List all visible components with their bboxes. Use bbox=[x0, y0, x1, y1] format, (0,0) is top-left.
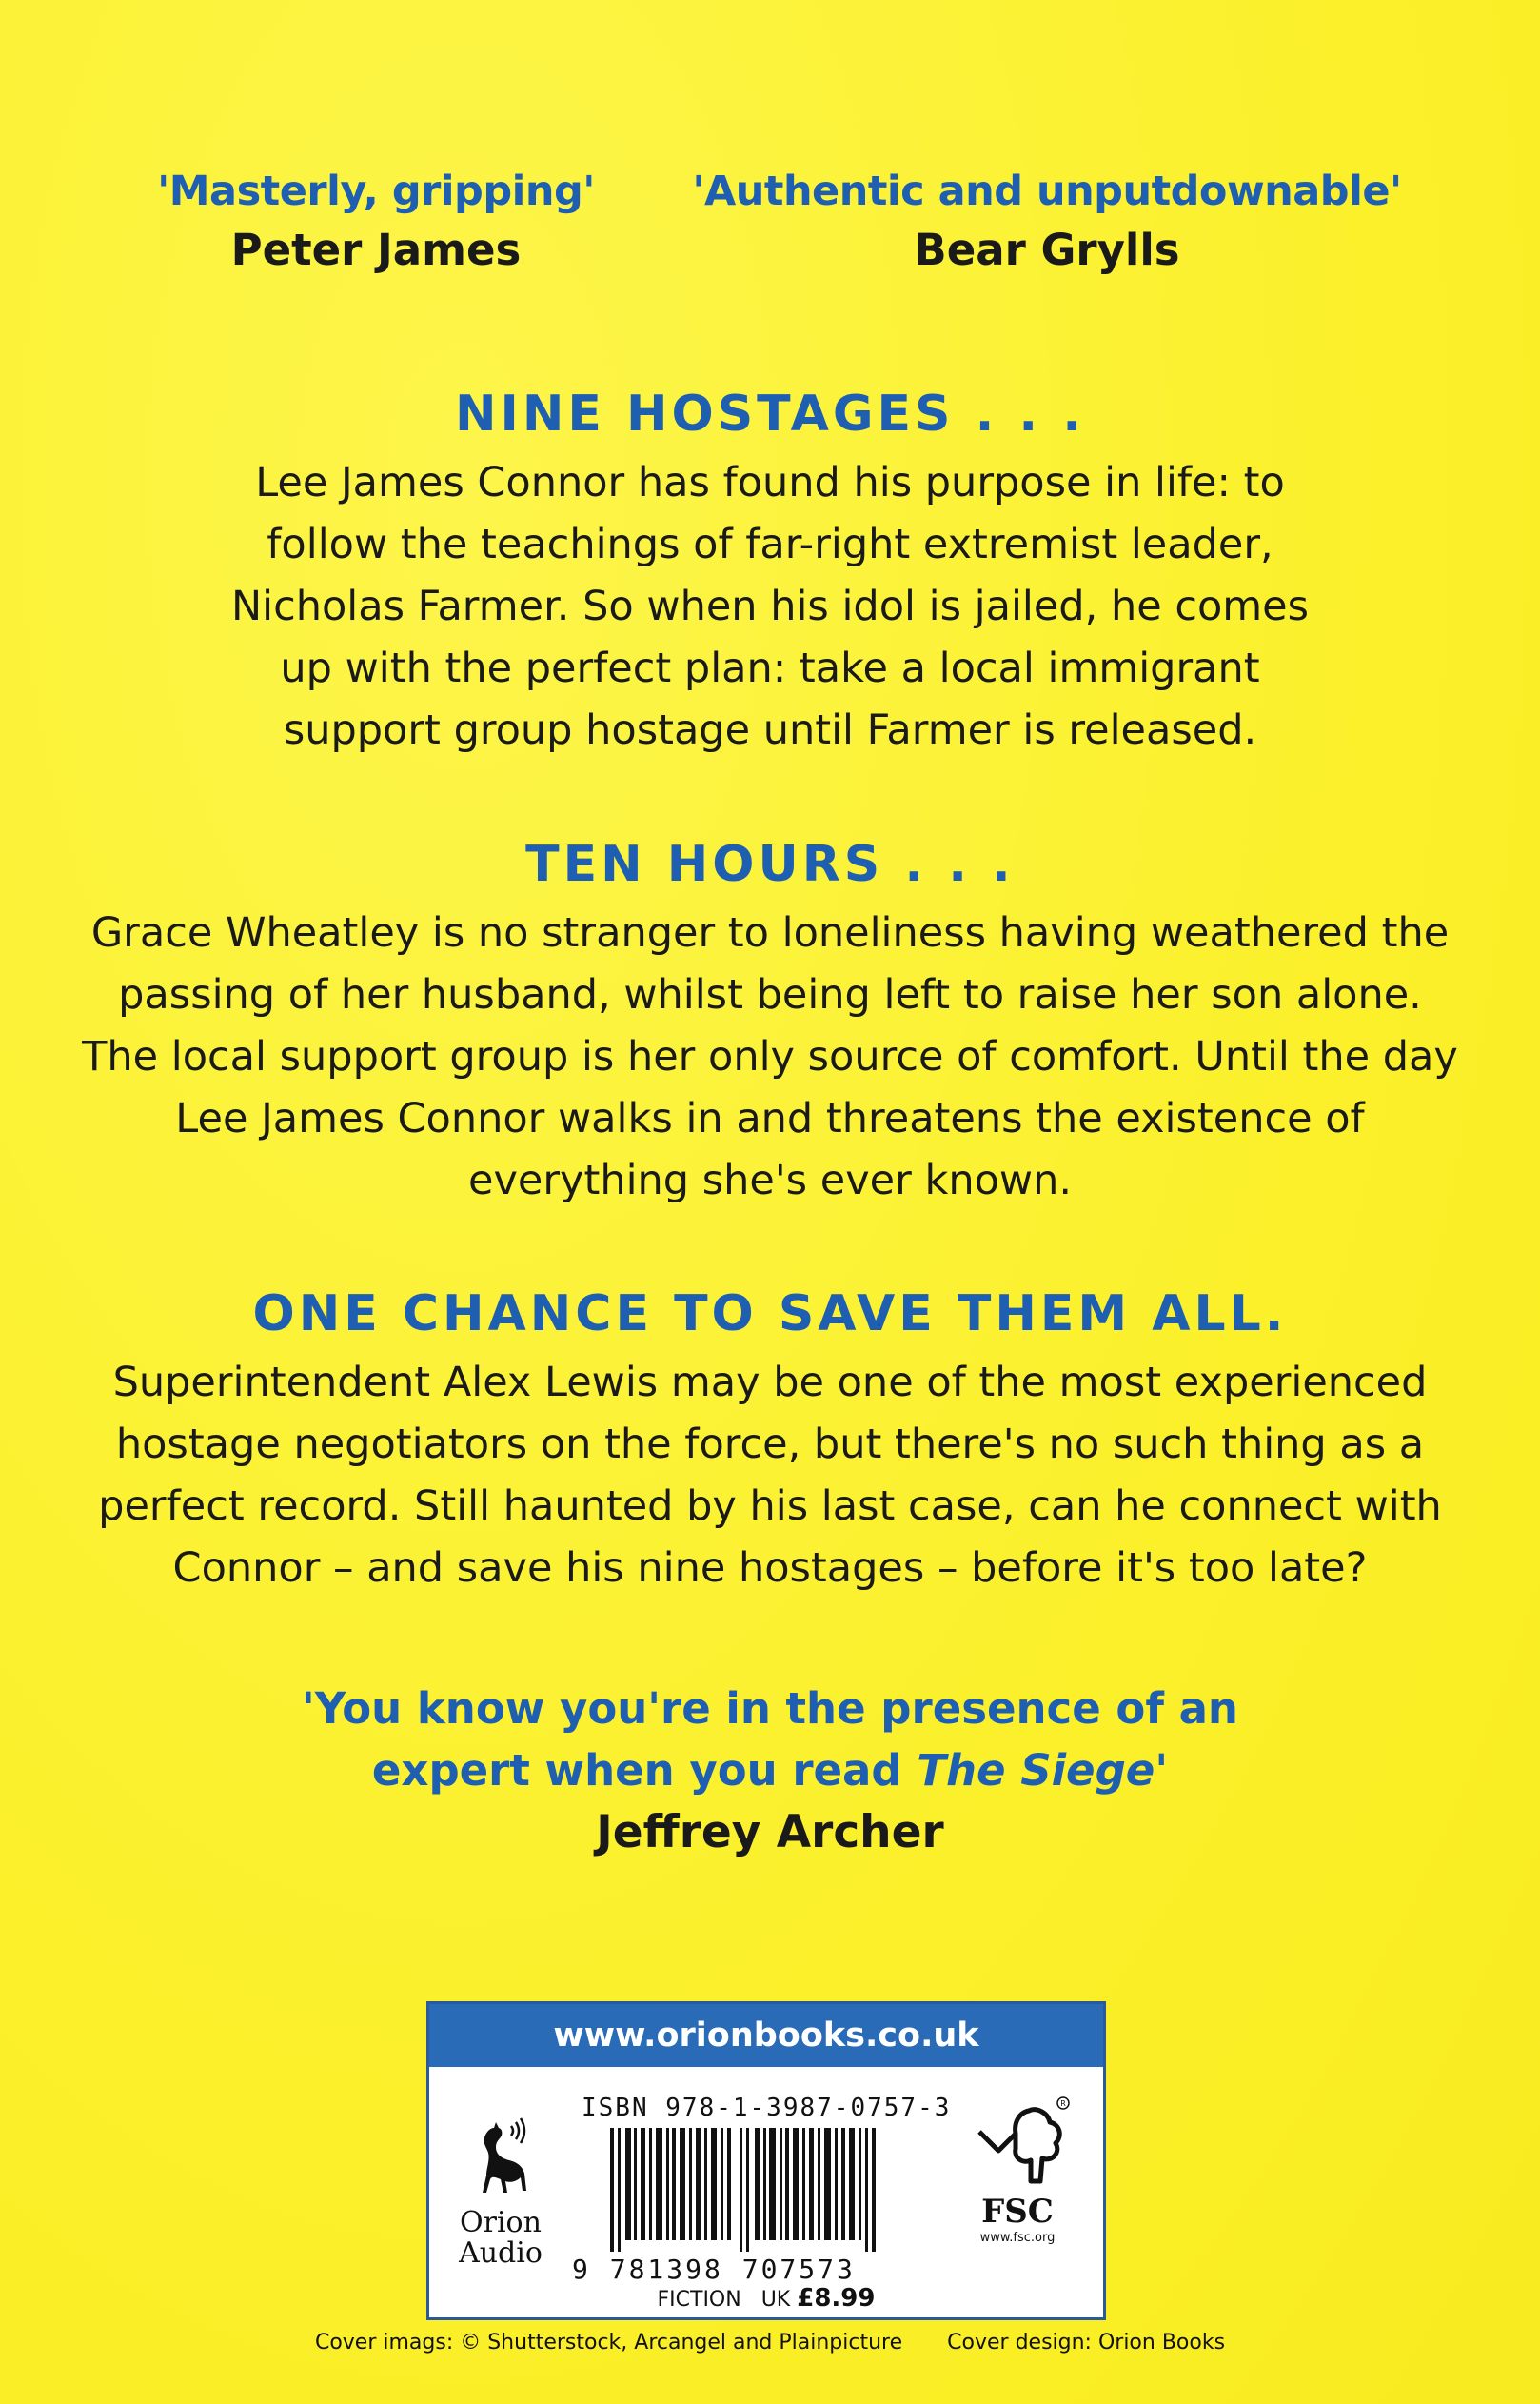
publisher-url[interactable]: www.orionbooks.co.uk bbox=[429, 2004, 1103, 2067]
section-body: Grace Wheatley is no stranger to loneliness having weathered the passing of her husband, whilst being left to raise her son alone. The local support group is her only source of comfort. Until the day Lee James Connor walks in and threatens the existence of everything she's ever known. bbox=[82, 909, 1458, 1204]
quote-text: 'Authentic and unputdownable' bbox=[692, 168, 1402, 215]
section-one-chance bbox=[57, 1276, 1483, 1599]
section-heading: TEN HOURS . . . bbox=[525, 836, 1015, 893]
isbn-number: ISBN 978-1-3987-0757-3 bbox=[582, 2094, 952, 2122]
quote-author: Bear Grylls bbox=[914, 225, 1180, 275]
svg-text:R: R bbox=[1060, 2099, 1066, 2108]
price-amount: £8.99 bbox=[797, 2284, 876, 2313]
section-body: Superintendent Alex Lewis may be one of the most experienced hostage negotiators on the force, but there's no such thing as a perfect record. Still haunted by his last case, can he connect with Connor – and save his nine hostages – before it's too late? bbox=[98, 1359, 1442, 1592]
design-credit: Cover design: Orion Books bbox=[947, 2331, 1226, 2354]
greyhound-icon bbox=[458, 2099, 543, 2204]
cover-credits bbox=[0, 2331, 1540, 2354]
quote-text-end: ' bbox=[1155, 1745, 1169, 1796]
fsc-label: FSC bbox=[981, 2193, 1054, 2231]
quote-text: 'Masterly, gripping' bbox=[157, 168, 595, 215]
publisher-name-line1: Orion bbox=[460, 2206, 542, 2239]
fsc-tree-icon bbox=[960, 2094, 1075, 2189]
section-heading: NINE HOSTAGES . . . bbox=[454, 386, 1086, 443]
fsc-logo bbox=[951, 2094, 1084, 2245]
section-ten-hours bbox=[57, 826, 1483, 1212]
barcode-panel bbox=[426, 2001, 1106, 2320]
publisher-name-line2: Audio bbox=[459, 2236, 543, 2270]
quote-text bbox=[286, 1678, 1254, 1801]
quote-book-title: The Siege bbox=[917, 1745, 1155, 1796]
section-body: Lee James Connor has found his purpose in life: to follow the teachings of far-right extremist leader, Nicholas Farmer. So when his idol is jailed, he comes up with the perfect plan: take a local immigrant support group hostage until Farmer is released. bbox=[230, 459, 1310, 754]
section-heading: ONE CHANCE TO SAVE THEM ALL. bbox=[252, 1285, 1288, 1342]
price-region: UK bbox=[760, 2288, 791, 2312]
orion-audio-logo bbox=[458, 2099, 543, 2269]
price-line bbox=[429, 2284, 1103, 2313]
quote-jeffrey-archer bbox=[286, 1678, 1254, 1863]
quote-peter-james bbox=[133, 162, 619, 280]
barcode-icon bbox=[572, 2128, 924, 2252]
barcode-digits: 9 781398 707573 bbox=[572, 2254, 856, 2285]
quote-author: Peter James bbox=[230, 225, 522, 275]
quote-author: Jeffrey Archer bbox=[596, 1806, 944, 1858]
quote-bear-grylls bbox=[657, 162, 1437, 280]
fsc-url: www.fsc.org bbox=[979, 2231, 1056, 2245]
image-credit: Cover imags: © Shutterstock, Arcangel and Plainpicture bbox=[314, 2331, 903, 2354]
quote-text-start: 'You know you're in the presence of an expert when you read bbox=[302, 1683, 1238, 1796]
category-label: FICTION bbox=[657, 2288, 741, 2312]
section-nine-hostages bbox=[57, 376, 1483, 762]
